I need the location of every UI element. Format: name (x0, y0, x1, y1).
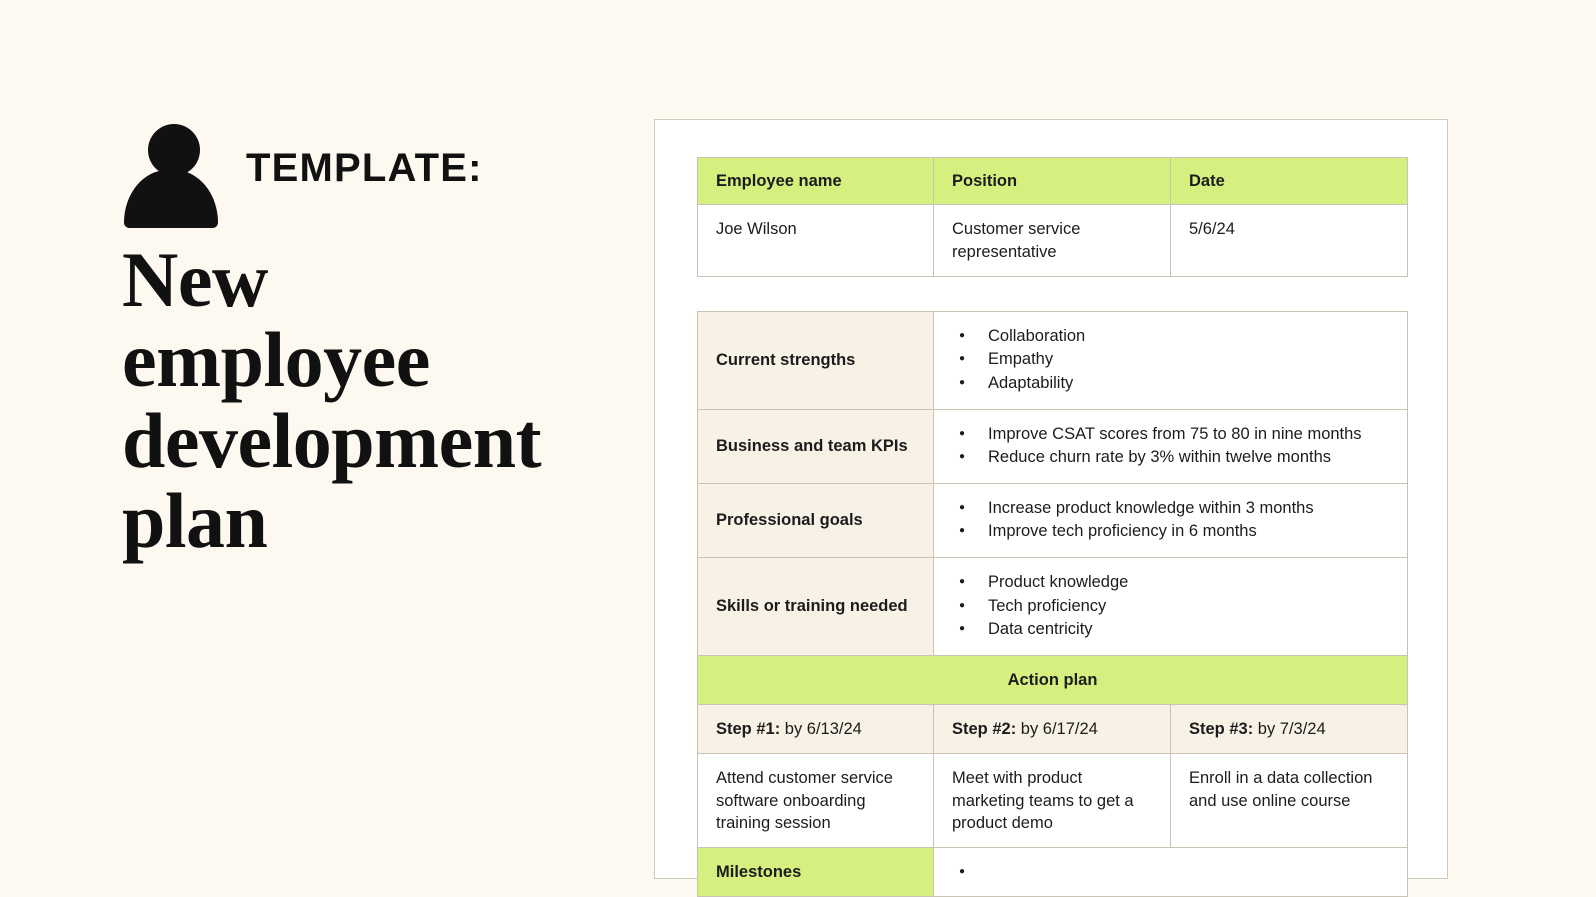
template-eyebrow: TEMPLATE: (246, 145, 483, 190)
label-professional-goals: Professional goals (698, 483, 934, 557)
list-business-kpis (952, 423, 1389, 470)
development-plan-table (697, 311, 1408, 705)
action-plan-header: Action plan (698, 655, 1408, 704)
table-row-steps (698, 705, 1408, 754)
value-date[interactable]: 5/6/24 (1171, 205, 1408, 277)
person-icon (122, 118, 220, 218)
cell-professional-goals[interactable] (934, 483, 1408, 557)
table-row-header (698, 158, 1408, 205)
template-heading-row (122, 118, 622, 218)
table-row (698, 311, 1408, 409)
table-row (698, 655, 1408, 704)
step-2-text[interactable]: Meet with product marketing teams to get a product demo (934, 754, 1171, 848)
list-item (988, 861, 1389, 883)
step-1-header[interactable] (698, 705, 934, 754)
list-item: ● Improve CSAT scores from 75 to 80 in nine months (988, 423, 1389, 447)
table-row-milestones (698, 848, 1408, 897)
step-1-due: by 6/13/24 (780, 720, 862, 738)
list-milestones (952, 861, 1389, 883)
header-date: Date (1171, 158, 1408, 205)
value-employee-name[interactable]: Joe Wilson (698, 205, 934, 277)
label-current-strengths: Current strengths (698, 311, 934, 409)
table-row (698, 409, 1408, 483)
table-row (698, 483, 1408, 557)
header-position: Position (934, 158, 1171, 205)
list-item: ● Product knowledge (988, 571, 1389, 595)
label-business-kpis: Business and team KPIs (698, 409, 934, 483)
list-current-strengths (952, 325, 1389, 396)
list-item: ● Data centricity (988, 618, 1389, 642)
header-employee-name: Employee name (698, 158, 934, 205)
label-skills-training: Skills or training needed (698, 557, 934, 655)
step-2-due: by 6/17/24 (1016, 720, 1098, 738)
list-item: ● Adaptability (988, 372, 1389, 396)
cell-milestones[interactable] (934, 848, 1408, 897)
step-3-due: by 7/3/24 (1253, 720, 1326, 738)
value-position[interactable]: Customer service representative (934, 205, 1171, 277)
list-professional-goals (952, 497, 1389, 544)
step-2-label: Step #2: (952, 720, 1017, 738)
document-card (654, 119, 1448, 882)
left-panel (122, 118, 622, 564)
step-2-header[interactable] (934, 705, 1171, 754)
step-1-text[interactable]: Attend customer service software onboarding training session (698, 754, 934, 848)
label-milestones: Milestones (698, 848, 934, 897)
list-item: ● Empathy (988, 348, 1389, 372)
person-icon-head (148, 124, 200, 176)
table-row (698, 557, 1408, 655)
page-title: New employee development plan (122, 236, 542, 564)
cell-business-kpis[interactable] (934, 409, 1408, 483)
list-item: ● Reduce churn rate by 3% within twelve months (988, 446, 1389, 470)
document-content (697, 157, 1407, 897)
list-item: ● Tech proficiency (988, 595, 1389, 619)
list-skills-training (952, 571, 1389, 642)
step-3-label: Step #3: (1189, 720, 1254, 738)
step-1-label: Step #1: (716, 720, 781, 738)
employee-info-table (697, 157, 1408, 277)
table-spacer (697, 277, 1407, 311)
person-icon-body (124, 170, 218, 228)
cell-current-strengths[interactable] (934, 311, 1408, 409)
list-item: ● Increase product knowledge within 3 months (988, 497, 1389, 521)
list-item: ● Improve tech proficiency in 6 months (988, 520, 1389, 544)
list-item: ● Collaboration (988, 325, 1389, 349)
step-3-header[interactable] (1171, 705, 1408, 754)
action-plan-table (697, 704, 1408, 897)
table-row-step-text (698, 754, 1408, 848)
cell-skills-training[interactable] (934, 557, 1408, 655)
table-row-values (698, 205, 1408, 277)
step-3-text[interactable]: Enroll in a data collection and use online course (1171, 754, 1408, 848)
